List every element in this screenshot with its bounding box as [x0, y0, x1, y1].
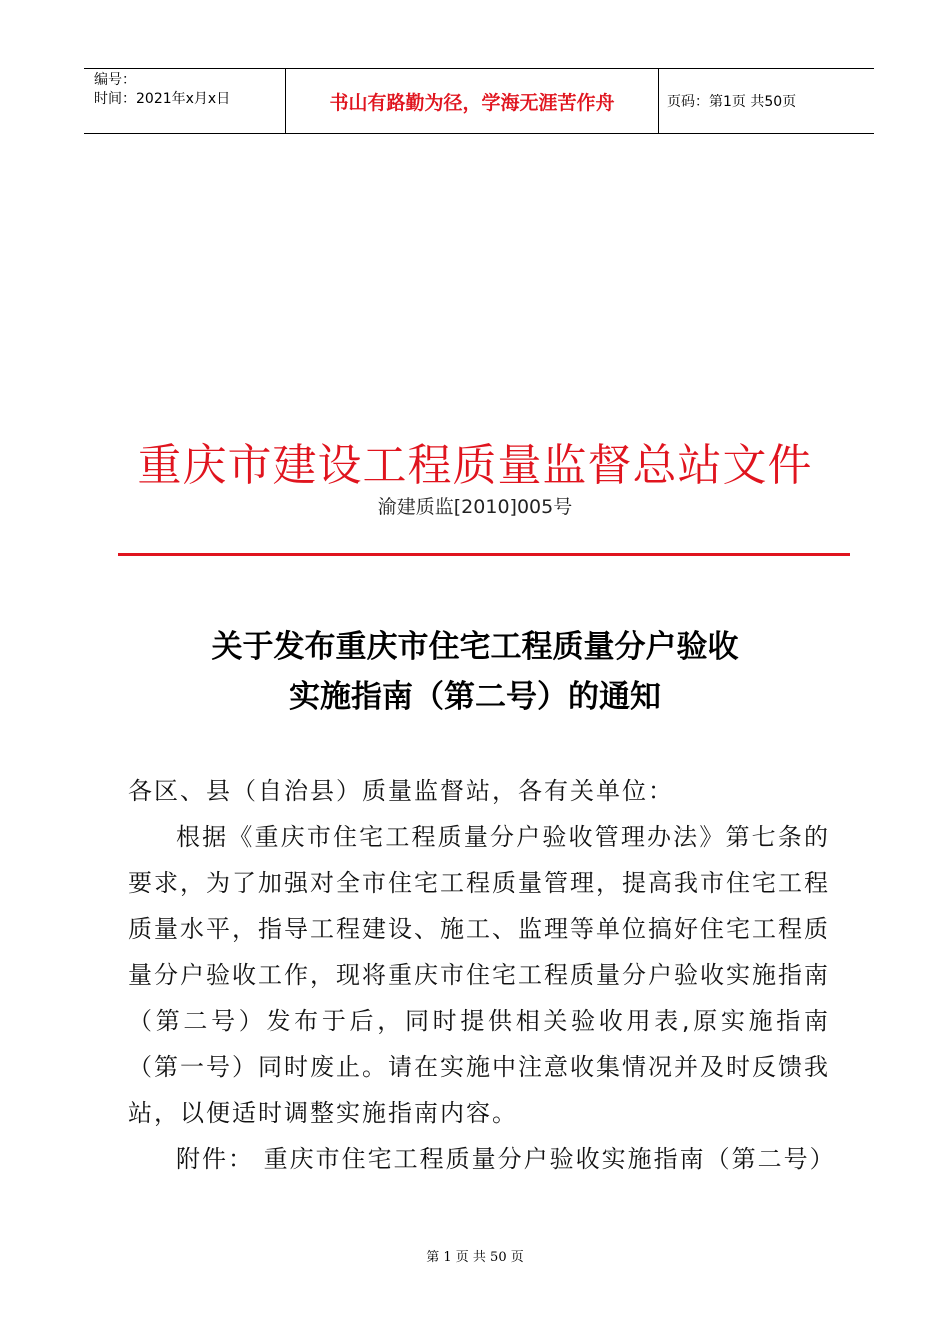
notice-title-line-2: 实施指南（第二号）的通知	[289, 679, 661, 715]
body-paragraph: 根据《重庆市住宅工程质量分户验收管理办法》第七条的要求，为了加强对全市住宅工程质量管理，提高我市住宅工程质量水平，指导工程建设、施工、监理等单位搞好住宅工程质量分户验收工作，现将重庆市住宅工程质量分户验收实施指南（第二号）发布于后，同时提供相关验收用表,原实施指南（第一号）同时废止。请在实施中注意收集情况并及时反馈我站，以便适时调整实施指南内容。	[128, 823, 830, 1127]
notice-title	[0, 622, 950, 722]
notice-title-line-1: 关于发布重庆市住宅工程质量分户验收	[211, 629, 739, 665]
page-footer: 第 1 页 共 50 页	[426, 1250, 524, 1265]
header-page-text: 页码：第1页 共50页	[667, 94, 797, 110]
document-body	[128, 768, 836, 1182]
header-page-info	[659, 69, 874, 133]
attachment-line: 附件： 重庆市住宅工程质量分户验收实施指南（第二号）	[176, 1145, 836, 1173]
document-reference-number: 渝建质监[2010]005号	[377, 496, 573, 518]
addressee: 各区、县（自治县）质量监督站，各有关单位：	[128, 777, 674, 805]
header-motto: 书山有路勤为径，学海无涯苦作舟	[329, 91, 615, 114]
document-time-label: 时间：2021年x月x日	[94, 91, 231, 107]
page-header	[84, 68, 874, 134]
document-number-label: 编号：	[94, 72, 136, 88]
header-motto-cell	[286, 69, 659, 133]
header-meta	[84, 69, 286, 133]
organization-title: 重庆市建设工程质量监督总站文件	[137, 440, 813, 491]
red-divider-line	[118, 553, 850, 556]
